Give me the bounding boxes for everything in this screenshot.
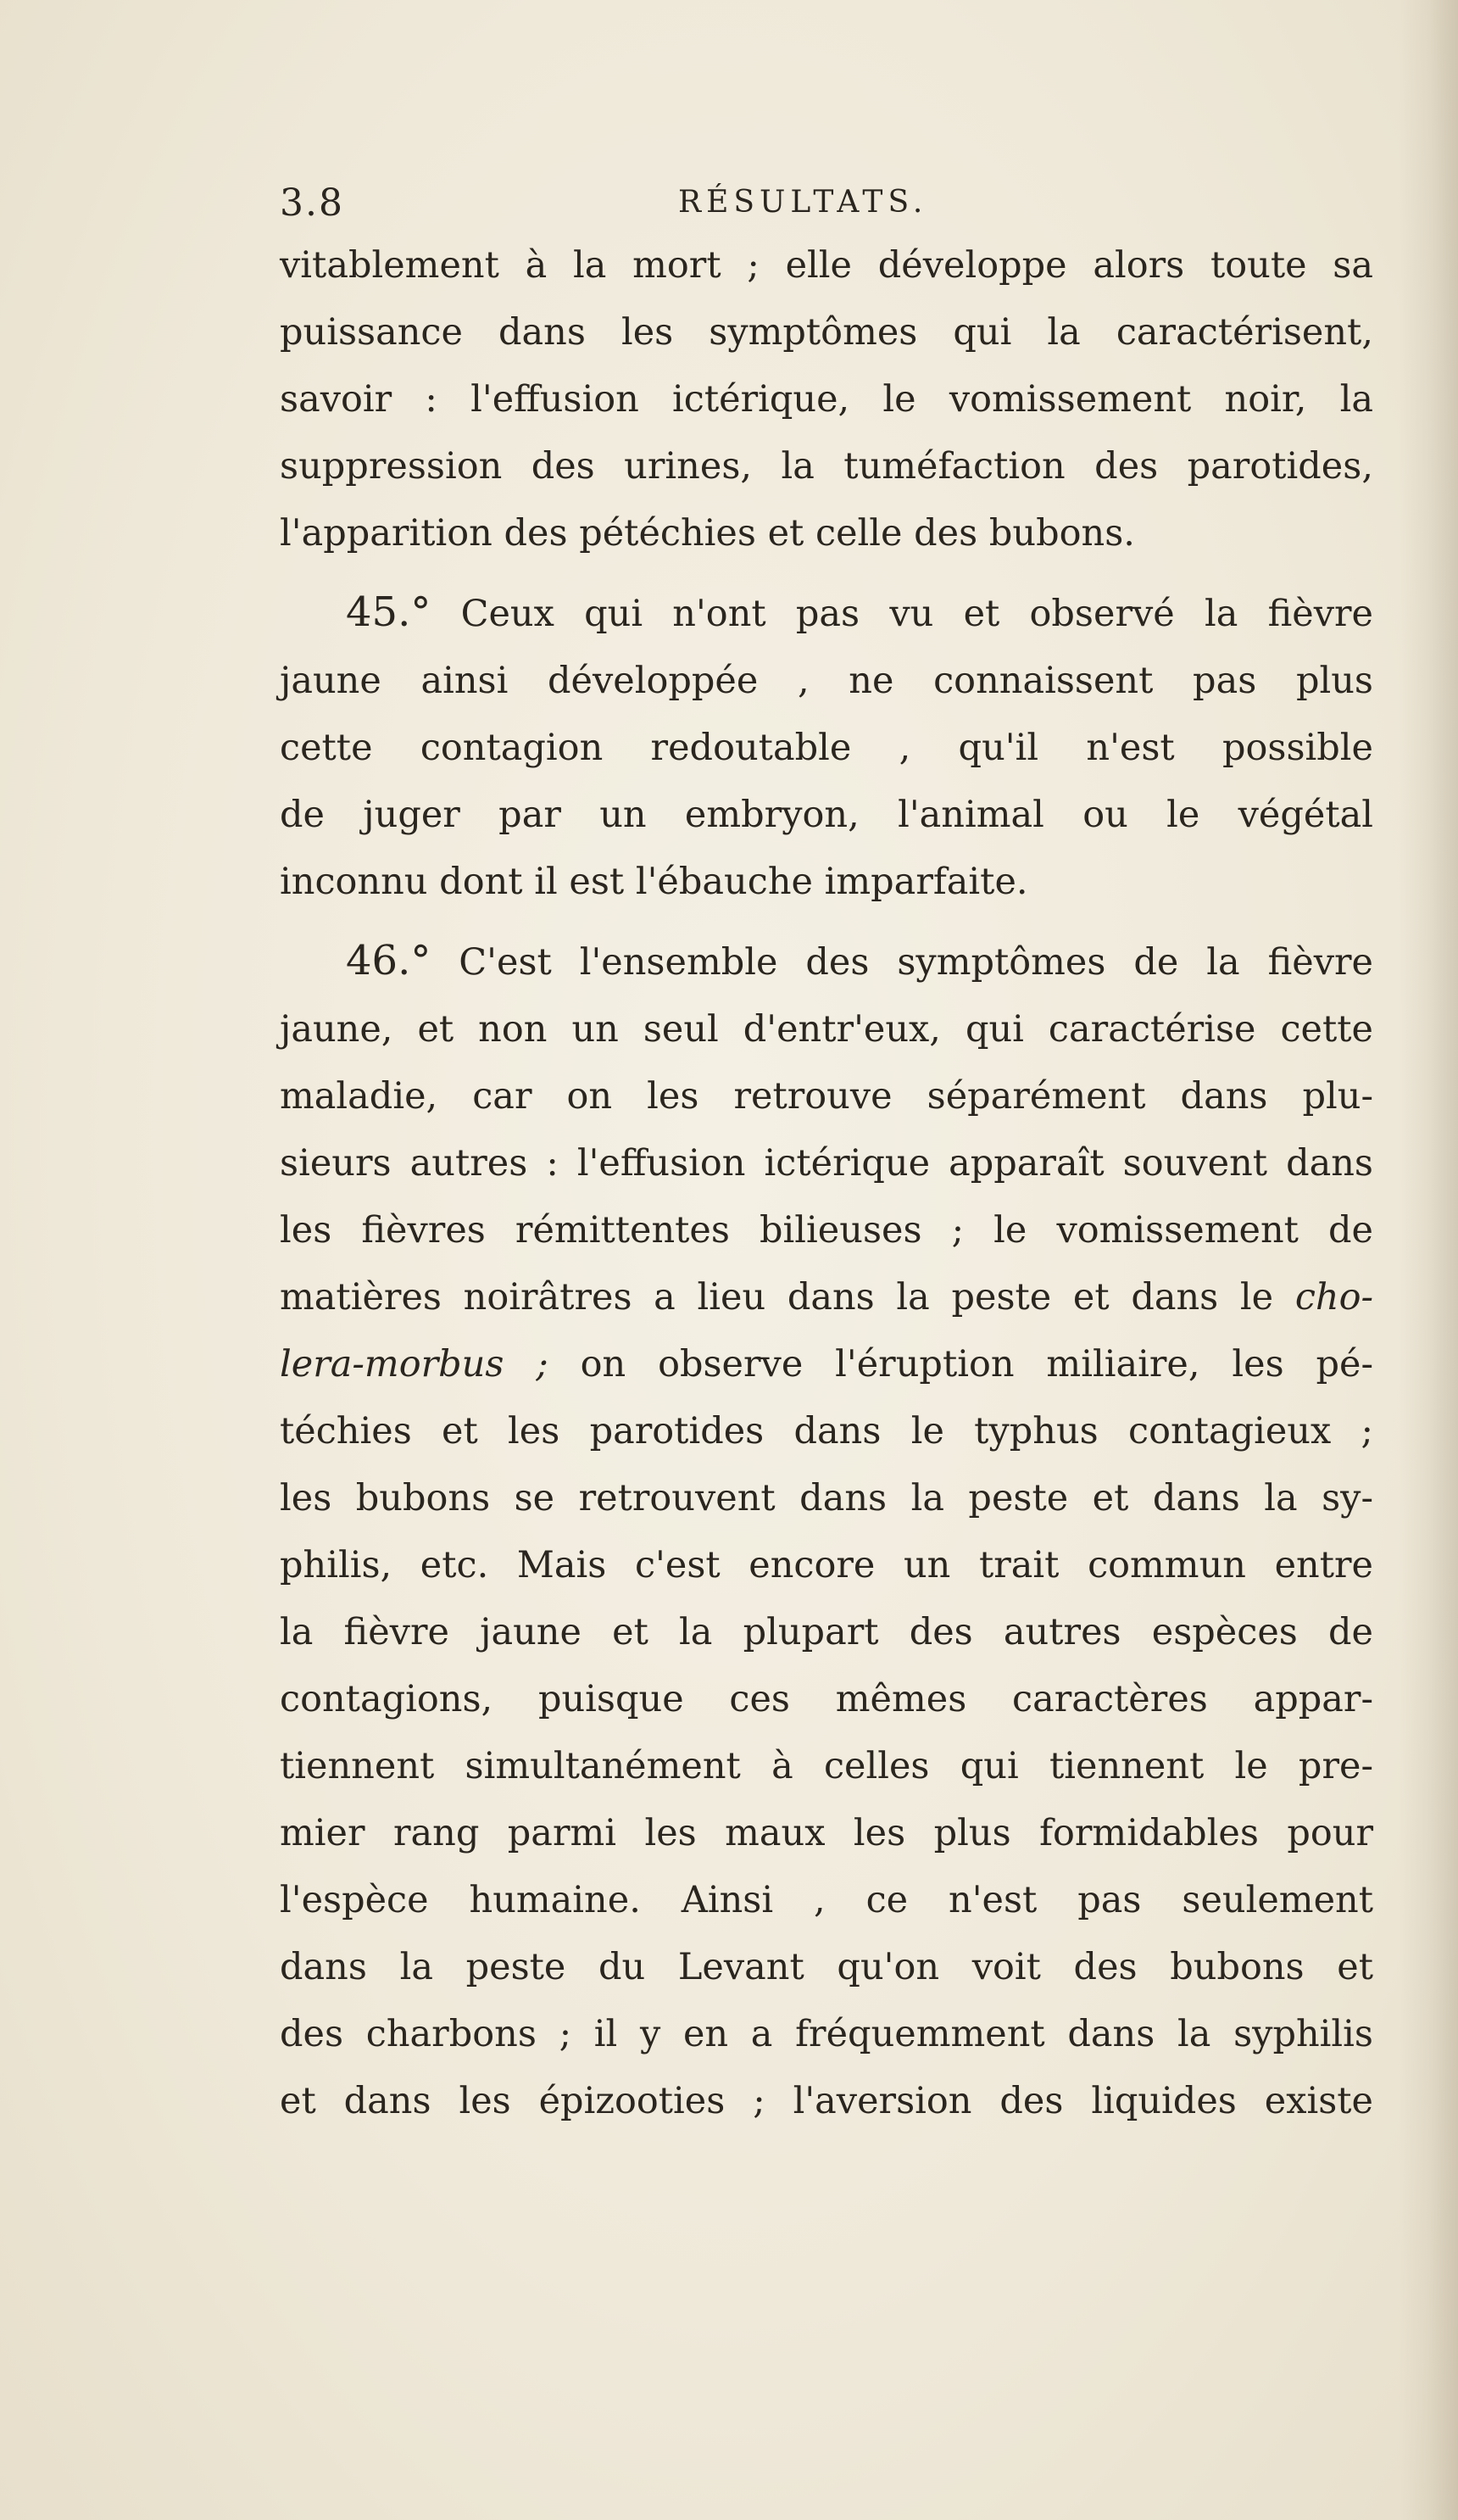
- text-line-content: C'est l'ensemble des symptômes de la fièvre: [459, 941, 1374, 984]
- text-line: mier rang parmi les maux les plus formidables pour: [280, 1812, 1373, 1854]
- text-line: [280, 1264, 1373, 1331]
- text-line: contagions, puisque ces mêmes caractères appar-: [280, 1678, 1373, 1720]
- text-line-content: on observe l'éruption miliaire, les pé-: [580, 1343, 1373, 1385]
- text-line: jaune, et non un seul d'entr'eux, qui caractérise cette: [280, 1008, 1373, 1051]
- text-line: des charbons ; il y en a fréquemment dans la syphilis: [280, 2013, 1373, 2055]
- italic-word: cho-: [1294, 1276, 1374, 1319]
- text-line: les fièvres rémittentes bilieuses ; le vomissement de: [280, 1209, 1373, 1252]
- text-line-content: Ceux qui n'ont pas vu et observé la fièvre: [460, 593, 1374, 635]
- italic-word: lera-morbus ;: [280, 1343, 548, 1385]
- text-line: [280, 928, 1373, 996]
- paragraph-number: 45.°: [346, 588, 431, 636]
- text-line: savoir : l'effusion ictérique, le vomissement noir, la: [280, 378, 1373, 421]
- text-line: [280, 1331, 1373, 1398]
- text-line: tiennent simultanément à celles qui tiennent le pre-: [280, 1745, 1373, 1787]
- paragraph-45: [280, 579, 1373, 916]
- text-line: l'espèce humaine. Ainsi , ce n'est pas seulement: [280, 1879, 1373, 1921]
- text-line: sieurs autres : l'effusion ictérique apparaît souvent dans: [280, 1142, 1373, 1185]
- body-text: [280, 232, 1373, 2135]
- text-line: cette contagion redoutable , qu'il n'est possible: [280, 727, 1373, 769]
- page-number: 3.8: [280, 181, 344, 225]
- text-line: téchies et les parotides dans le typhus contagieux ;: [280, 1410, 1373, 1452]
- page-header: [280, 181, 1373, 232]
- page-content: [280, 181, 1373, 2135]
- text-line: puissance dans les symptômes qui la caractérisent,: [280, 311, 1373, 354]
- text-line: et dans les épizooties ; l'aversion des liquides existe: [280, 2080, 1373, 2122]
- text-line: de juger par un embryon, l'animal ou le végétal: [280, 794, 1373, 836]
- text-line-content: matières noirâtres a lieu dans la peste et dans le: [280, 1276, 1274, 1319]
- paragraph-46: [280, 928, 1373, 2135]
- text-line: inconnu dont il est l'ébauche imparfaite.: [280, 861, 1028, 903]
- text-line: dans la peste du Levant qu'on voit des bubons et: [280, 1946, 1373, 1988]
- page-gutter-shadow: [1399, 0, 1458, 2520]
- text-line: philis, etc. Mais c'est encore un trait commun entre: [280, 1544, 1373, 1586]
- text-line: la fièvre jaune et la plupart des autres espèces de: [280, 1611, 1373, 1653]
- text-line: jaune ainsi développée , ne connaissent pas plus: [280, 660, 1373, 702]
- text-line: les bubons se retrouvent dans la peste et dans la sy-: [280, 1477, 1373, 1519]
- text-line: l'apparition des pétéchies et celle des bubons.: [280, 512, 1135, 555]
- text-line: [280, 579, 1373, 648]
- text-line: vitablement à la mort ; elle développe alors toute sa: [280, 244, 1373, 287]
- text-line: maladie, car on les retrouve séparément dans plu-: [280, 1075, 1373, 1118]
- paragraph-continuation: [280, 232, 1373, 567]
- text-line: suppression des urines, la tuméfaction des parotides,: [280, 445, 1373, 488]
- paragraph-number: 46.°: [346, 937, 431, 984]
- running-title: RÉSULTATS.: [678, 185, 928, 220]
